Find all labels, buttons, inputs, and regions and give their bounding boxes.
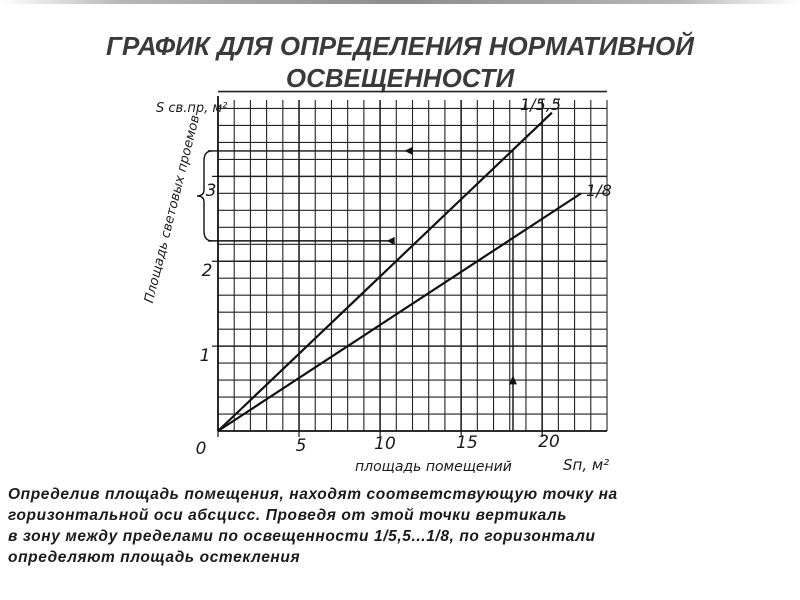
- left-arrow-icon: [387, 237, 395, 245]
- x-axis-symbol-label: Sп, м²: [563, 456, 610, 474]
- caption-line-2: горизонтальной оси абсцисс. Проведя от этой точки вертикаль: [8, 507, 568, 524]
- y-axis-symbol-label: S св.пр, м²: [156, 101, 228, 116]
- y-tick-label-3: 3: [205, 181, 217, 201]
- slide-title-line-1: ГРАФИК ДЛЯ ОПРЕДЕЛЕНИЯ НОРМАТИВНОЙ: [106, 31, 694, 61]
- x-tick-label-20: 20: [538, 432, 560, 452]
- slide-title-line-2: ОСВЕЩЕННОСТИ: [285, 63, 515, 93]
- y-tick-label-1: 1: [199, 346, 211, 366]
- caption-line-1: Определив площадь помещения, находят соответствующую точку на: [8, 486, 618, 503]
- x-tick-label-10: 10: [374, 434, 396, 454]
- series-label-1-5-5: 1/5,5: [520, 95, 562, 114]
- caption-text: [8, 484, 788, 568]
- left-arrow-icon: [405, 147, 413, 155]
- series-line-1-5-5: [218, 113, 552, 431]
- y-axis-title: Площадь световых проемов: [141, 113, 204, 305]
- x-tick-label-15: 15: [456, 433, 478, 453]
- x-tick-label-5: 5: [295, 436, 307, 456]
- chart-series: [218, 113, 581, 431]
- chart-annotations: [197, 147, 517, 431]
- caption-line-4: определяют площадь остекления: [8, 549, 301, 566]
- x-axis-title: площадь помещений: [355, 459, 512, 475]
- y-tick-label-2: 2: [201, 261, 213, 281]
- x-tick-label-0: 0: [195, 439, 207, 459]
- series-label-1-8: 1/8: [586, 181, 612, 200]
- chart-axes: [212, 96, 607, 437]
- chart-grid: [218, 92, 607, 431]
- caption-line-3: в зону между пределами по освещенности 1/5,5...1/8, по горизонтали: [8, 528, 596, 545]
